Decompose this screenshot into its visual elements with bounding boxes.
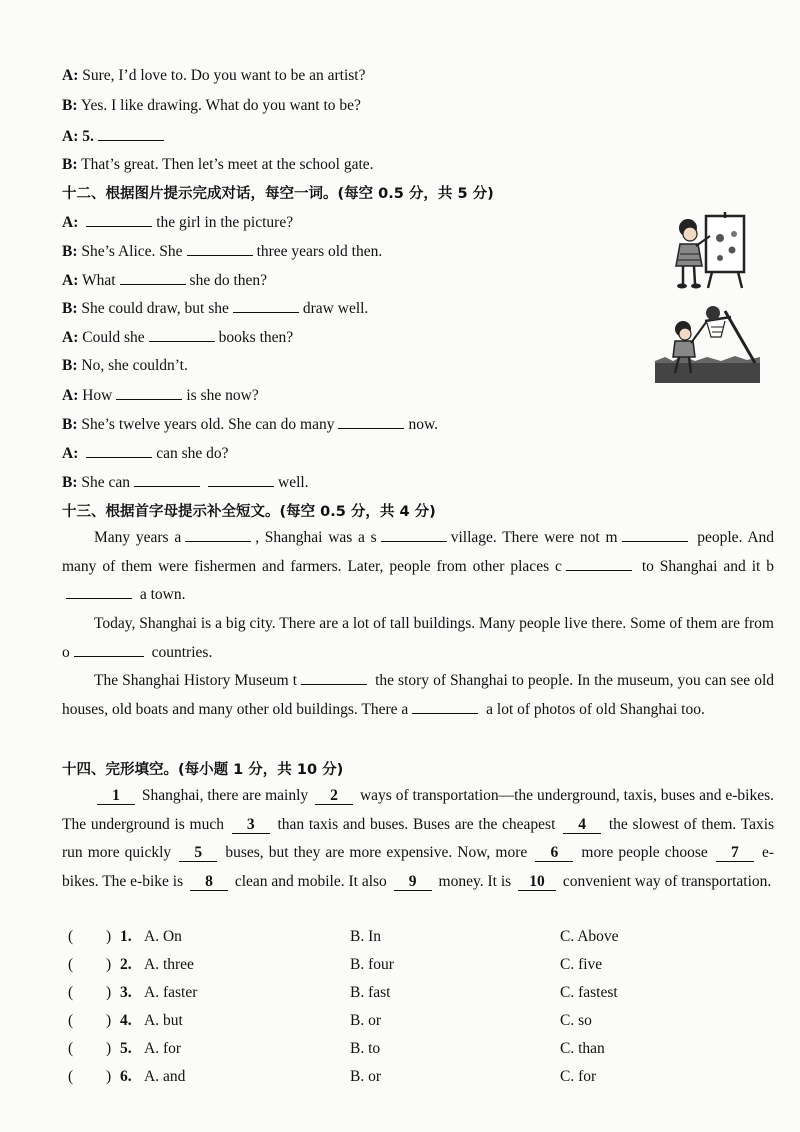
option-b[interactable]: B. to	[350, 1040, 381, 1057]
option-c[interactable]: C. for	[560, 1068, 597, 1085]
option-c[interactable]: C. than	[560, 1040, 605, 1057]
question-number: 1.	[120, 928, 132, 945]
passage-paragraph-3: The Shanghai History Museum t the story of Shanghai to people. In the museum, you can see old houses, old boats and many other old buildings. There a a lot of photos of old Shanghai too.	[62, 672, 775, 718]
s12-line: B: She’s Alice. She three years old then.	[62, 243, 383, 260]
answer-paren-open[interactable]: (	[68, 956, 74, 973]
s12-line: A: How is she now?	[62, 387, 259, 404]
option-b[interactable]: B. fast	[350, 984, 391, 1001]
answer-paren-open[interactable]: (	[68, 1068, 74, 1085]
option-c[interactable]: C. Above	[560, 928, 619, 945]
s12-line: B: She could draw, but she draw well.	[62, 300, 369, 317]
s12-line: B: No, she couldn’t.	[62, 357, 188, 374]
answer-paren-close: )	[106, 984, 112, 1001]
option-a[interactable]: A. three	[144, 956, 194, 973]
section-13-title: 十三、根据首字母提示补全短文。(每空 0.5 分，共 4 分)	[62, 504, 436, 520]
question-number: 6.	[120, 1068, 132, 1085]
answer-blank[interactable]	[116, 385, 182, 400]
cloze-blank[interactable]: 3	[232, 817, 270, 834]
cloze-passage: 1 Shanghai, there are mainly 2 ways of transportation—the underground, taxis, buses and e-bikes. The underground is much 3 than taxis and buses. Buses are the cheapest 4 the slowest of them. Taxis run more quickly 5 buses, but they are more expensive. Now, more 6 more people choose 7 e-bikes. The e-bike is 8 clean and mobile. It also 9 money. It is 10 convenient way of transportation.	[62, 787, 775, 890]
passage-paragraph-2: Today, Shanghai is a big city. There are a lot of tall buildings. Many people live there. Some of them are from o countries.	[62, 615, 774, 661]
answer-paren-close: )	[106, 1040, 112, 1057]
dialogue-line: B: Yes. I like drawing. What do you want to be?	[62, 97, 361, 114]
answer-paren-open[interactable]: (	[68, 984, 74, 1001]
answer-blank[interactable]	[86, 443, 152, 458]
answer-blank[interactable]	[74, 642, 144, 657]
cloze-blank[interactable]: 2	[315, 788, 353, 805]
cloze-blank[interactable]: 1	[97, 788, 135, 805]
answer-blank[interactable]	[120, 270, 186, 285]
option-a[interactable]: A. On	[144, 928, 182, 945]
answer-paren-open[interactable]: (	[68, 928, 74, 945]
answer-paren-open[interactable]: (	[68, 1012, 74, 1029]
option-b[interactable]: B. In	[350, 928, 381, 945]
option-b[interactable]: B. four	[350, 956, 394, 973]
option-a[interactable]: A. faster	[144, 984, 198, 1001]
s12-line: A: Could she books then?	[62, 329, 294, 346]
option-a[interactable]: A. for	[144, 1040, 182, 1057]
section-14-title: 十四、完形填空。(每小题 1 分，共 10 分)	[62, 762, 344, 778]
s12-line: B: She’s twelve years old. She can do many now.	[62, 416, 439, 433]
answer-blank[interactable]	[208, 472, 274, 487]
s12-line: A: can she do?	[62, 445, 229, 462]
dialogue-line: B: That’s great. Then let’s meet at the school gate.	[62, 156, 374, 173]
answer-paren-close: )	[106, 1012, 112, 1029]
question-number: 3.	[120, 984, 132, 1001]
answer-paren-close: )	[106, 1068, 112, 1085]
answer-blank[interactable]	[86, 212, 152, 227]
answer-blank[interactable]	[66, 584, 132, 599]
option-b[interactable]: B. or	[350, 1012, 381, 1029]
cloze-blank[interactable]: 6	[535, 845, 573, 862]
answer-blank[interactable]	[301, 670, 367, 685]
option-a[interactable]: A. but	[144, 1012, 183, 1029]
answer-blank[interactable]	[187, 241, 253, 256]
cloze-blank[interactable]: 5	[179, 845, 217, 862]
option-a[interactable]: A. and	[144, 1068, 186, 1085]
answer-paren-close: )	[106, 928, 112, 945]
answer-paren-open[interactable]: (	[68, 1040, 74, 1057]
dialogue-line: A: Sure, I’d love to. Do you want to be an artist?	[62, 67, 366, 84]
question-number: 5.	[120, 1040, 132, 1057]
dialogue-line: A: 5.	[62, 126, 168, 147]
answer-blank[interactable]	[149, 327, 215, 342]
answer-blank[interactable]	[98, 126, 164, 141]
girl-basketball-picture	[655, 303, 760, 383]
answer-blank[interactable]	[233, 298, 299, 313]
answer-blank[interactable]	[412, 699, 478, 714]
answer-blank[interactable]	[566, 556, 632, 571]
s12-line: B: She can well.	[62, 474, 309, 491]
answer-blank[interactable]	[622, 527, 688, 542]
question-number: 4.	[120, 1012, 132, 1029]
answer-blank[interactable]	[185, 527, 251, 542]
passage-paragraph-1: Many years a , Shanghai was a s village. There were not m people. And many of them were fishermen and farmers. Later, people from other places c to Shanghai and it b a town.	[62, 529, 775, 603]
cloze-blank[interactable]: 9	[394, 874, 432, 891]
answer-blank[interactable]	[338, 414, 404, 429]
option-b[interactable]: B. or	[350, 1068, 381, 1085]
answer-blank[interactable]	[381, 527, 447, 542]
cloze-blank[interactable]: 10	[518, 874, 556, 891]
cloze-blank[interactable]: 7	[716, 845, 754, 862]
cloze-blank[interactable]: 4	[563, 817, 601, 834]
s12-line: A: the girl in the picture?	[62, 214, 294, 231]
answer-paren-close: )	[106, 956, 112, 973]
option-c[interactable]: C. fastest	[560, 984, 618, 1001]
cloze-blank[interactable]: 8	[190, 874, 228, 891]
option-c[interactable]: C. so	[560, 1012, 592, 1029]
option-c[interactable]: C. five	[560, 956, 603, 973]
question-number: 2.	[120, 956, 132, 973]
s12-line: A: What she do then?	[62, 272, 268, 289]
girl-painting-picture	[668, 210, 748, 290]
section-12-title: 十二、根据图片提示完成对话，每空一词。(每空 0.5 分，共 5 分)	[62, 186, 494, 202]
answer-blank[interactable]	[134, 472, 200, 487]
